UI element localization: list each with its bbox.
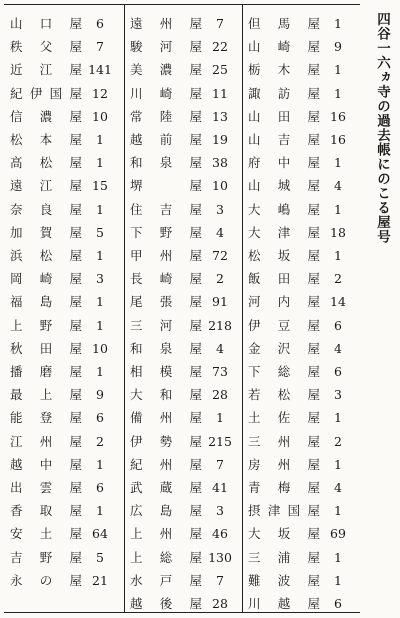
shop-name: 備 州 屋 [130,410,202,426]
table-row [130,198,240,222]
table-row [248,499,358,523]
table-row [248,314,358,338]
table-row [10,406,120,430]
table-row [130,569,240,593]
table-row [10,499,120,523]
shop-name: 若 松 屋 [248,387,320,403]
shop-name: 紀 伊 国 屋 [10,85,82,101]
shop-name: 松 坂 屋 [248,248,320,263]
shop-name: 和 泉 屋 [130,155,202,171]
record-count: 28 [212,387,228,403]
shop-name: 山 口 屋 [10,16,82,31]
shop-name: 山 城 屋 [248,178,320,194]
shop-name: 遠 州 屋 [130,16,202,31]
shop-name: 安 土 屋 [10,526,82,542]
record-count: 130 [208,549,232,565]
record-count: 6 [334,364,342,379]
table-row [10,430,120,454]
shop-name: 秩 父 屋 [10,39,82,55]
record-count: 21 [92,572,108,588]
table-row [10,151,120,175]
record-count: 3 [216,503,224,519]
table-row [10,476,120,500]
shop-name: 播 磨 屋 [10,364,82,379]
table-row [130,151,240,175]
table-row [130,383,240,407]
shop-name: 山 崎 屋 [248,39,320,55]
record-count: 9 [334,39,342,55]
shop-name: 三 河 屋 [130,317,202,333]
record-count: 4 [334,480,342,495]
table-row [248,522,358,546]
record-count: 15 [92,178,108,194]
yago-column-3 [248,5,358,612]
shop-name: 下 野 屋 [130,224,202,240]
record-count: 1 [96,294,104,310]
record-count: 41 [212,480,228,495]
table-row [10,12,120,36]
shop-name: 三 州 屋 [248,433,320,449]
shop-name: 遠 江 屋 [10,178,82,194]
record-count: 6 [96,16,104,31]
table-row [10,522,120,546]
record-count: 46 [212,526,228,542]
table-row [130,592,240,616]
record-count: 6 [96,480,104,495]
record-count: 1 [334,248,342,263]
record-count: 1 [96,248,104,263]
table-row [248,546,358,570]
table-row [10,35,120,59]
record-count: 12 [92,85,108,101]
record-count: 1 [334,201,342,217]
table-row [248,12,358,36]
shop-name: 大 津 屋 [248,224,320,240]
shop-name: 上 州 屋 [130,526,202,542]
shop-name: 信 濃 屋 [10,108,82,124]
record-count: 19 [212,132,228,147]
shop-name: 紀 州 屋 [130,456,202,472]
table-row [130,267,240,291]
shop-name: 永 の 屋 [10,572,82,588]
shop-name: 近 江 屋 [10,62,82,78]
record-count: 10 [92,340,108,356]
shop-name: 出 雲 屋 [10,480,82,495]
table-row [130,453,240,477]
table-row [130,360,240,384]
shop-name: 和 泉 屋 [130,340,202,356]
record-count: 1 [96,503,104,519]
record-count: 1 [334,85,342,101]
shop-name: 尾 張 屋 [130,294,202,310]
shop-name: 諏 訪 屋 [248,85,320,101]
record-count: 1 [96,155,104,171]
column-divider [124,5,125,612]
record-count: 215 [208,433,232,449]
record-count: 16 [330,108,346,124]
record-count: 5 [96,224,104,240]
shop-name: 浜 松 屋 [10,248,82,263]
record-count: 7 [96,39,104,55]
shop-name: 伊 勢 屋 [130,433,202,449]
shop-name: 大 和 屋 [130,387,202,403]
table-row [10,174,120,198]
table-row [130,290,240,314]
shop-name: 最 上 屋 [10,387,82,403]
record-count: 10 [92,108,108,124]
record-count: 1 [334,410,342,426]
record-count: 10 [212,178,228,194]
record-count: 64 [92,526,108,542]
table-row [10,546,120,570]
table-row [10,244,120,268]
shop-name: 江 州 屋 [10,433,82,449]
table-row [10,453,120,477]
shop-name: 飯 田 屋 [248,271,320,287]
table-row [10,314,120,338]
yago-column-2 [130,5,240,612]
record-count: 2 [334,433,342,449]
shop-name: 奈 良 屋 [10,201,82,217]
record-count: 18 [330,224,346,240]
record-count: 1 [334,16,342,31]
table-row [248,198,358,222]
table-row [10,105,120,129]
record-count: 25 [212,62,228,78]
record-count: 22 [212,39,228,55]
table-row [10,569,120,593]
shop-name: 加 賀 屋 [10,224,82,240]
record-count: 3 [334,387,342,403]
record-count: 1 [334,62,342,78]
table-row [248,290,358,314]
record-count: 9 [96,387,104,403]
record-count: 28 [212,596,228,611]
record-count: 1 [334,549,342,565]
shop-name: 広 島 屋 [130,503,202,519]
table-row [130,546,240,570]
shop-name: 松 本 屋 [10,132,82,147]
table-row [10,128,120,152]
shop-name: 青 梅 屋 [248,480,320,495]
table-row [248,128,358,152]
shop-name: 大 嶋 屋 [248,201,320,217]
shop-name: 秋 田 屋 [10,340,82,356]
shop-name: 堺 屋 [130,178,202,194]
table-row [130,499,240,523]
shop-name: 下 総 屋 [248,364,320,379]
shop-name: 但 馬 屋 [248,16,320,31]
table-row [10,383,120,407]
record-count: 4 [216,340,224,356]
record-count: 1 [334,155,342,171]
shop-name: 水 戸 屋 [130,572,202,588]
shop-name: 上 総 屋 [130,549,202,565]
shop-name: 越 後 屋 [130,596,202,611]
record-count: 6 [334,317,342,333]
record-count: 1 [334,503,342,519]
shop-name: 房 州 屋 [248,456,320,472]
table-row [248,82,358,106]
shop-name: 駿 河 屋 [130,39,202,55]
record-count: 3 [96,271,104,287]
yago-table [4,4,360,613]
shop-name: 相 模 屋 [130,364,202,379]
shop-name: 山 吉 屋 [248,132,320,147]
table-row [248,267,358,291]
shop-name: 住 吉 屋 [130,201,202,217]
yago-column-1 [10,5,120,612]
table-row [130,221,240,245]
record-count: 1 [96,364,104,379]
record-count: 14 [330,294,346,310]
table-row [130,82,240,106]
record-count: 73 [212,364,228,379]
table-row [10,221,120,245]
table-row [130,476,240,500]
shop-name: 甲 州 屋 [130,248,202,263]
shop-name: 摂 津 国 屋 [248,503,320,519]
record-count: 141 [88,62,112,78]
record-count: 4 [216,224,224,240]
table-row [130,174,240,198]
table-row [10,290,120,314]
table-row [248,35,358,59]
table-row [130,406,240,430]
table-row [248,383,358,407]
table-row [248,221,358,245]
table-row [130,12,240,36]
table-row [130,35,240,59]
record-count: 16 [330,132,346,147]
record-count: 7 [216,16,224,31]
record-count: 1 [216,410,224,426]
table-row [130,314,240,338]
shop-name: 川 越 屋 [248,596,320,611]
table-row [248,174,358,198]
record-count: 1 [96,456,104,472]
shop-name: 常 陸 屋 [130,108,202,124]
table-row [130,128,240,152]
shop-name: 難 波 屋 [248,572,320,588]
shop-name: 川 崎 屋 [130,85,202,101]
table-row [10,58,120,82]
shop-name: 美 濃 屋 [130,62,202,78]
shop-name: 府 中 屋 [248,155,320,171]
record-count: 1 [96,201,104,217]
table-row [10,198,120,222]
table-row [248,151,358,175]
record-count: 91 [212,294,228,310]
record-count: 1 [96,132,104,147]
table-row [248,569,358,593]
record-count: 7 [216,456,224,472]
shop-name: 岡 崎 屋 [10,271,82,287]
record-count: 7 [216,572,224,588]
table-row [248,105,358,129]
table-row [248,476,358,500]
record-count: 1 [96,317,104,333]
table-row [10,360,120,384]
record-count: 218 [208,317,232,333]
table-row [10,267,120,291]
page-title: 四谷一六ヵ寺の過去帳にのこる屋号 [374,12,390,244]
table-row [130,105,240,129]
record-count: 1 [334,456,342,472]
shop-name: 三 浦 屋 [248,549,320,565]
table-row [10,337,120,361]
record-count: 1 [334,572,342,588]
table-row [130,337,240,361]
record-count: 11 [212,85,228,101]
record-count: 4 [334,340,342,356]
table-row [130,58,240,82]
table-row [248,244,358,268]
shop-name: 武 蔵 屋 [130,480,202,495]
shop-name: 吉 野 屋 [10,549,82,565]
shop-name: 河 内 屋 [248,294,320,310]
record-count: 2 [216,271,224,287]
shop-name: 高 松 屋 [10,155,82,171]
table-row [248,592,358,616]
table-row [130,244,240,268]
table-row [248,430,358,454]
table-row [248,337,358,361]
shop-name: 伊 豆 屋 [248,317,320,333]
record-count: 4 [334,178,342,194]
table-row [130,430,240,454]
shop-name: 長 崎 屋 [130,271,202,287]
table-row [248,453,358,477]
table-row [10,82,120,106]
shop-name: 越 前 屋 [130,132,202,147]
shop-name: 栃 木 屋 [248,62,320,78]
shop-name: 上 野 屋 [10,317,82,333]
column-divider [242,5,243,612]
shop-name: 大 坂 屋 [248,526,320,542]
table-row [248,406,358,430]
table-row [248,360,358,384]
record-count: 38 [212,155,228,171]
table-row [130,522,240,546]
table-row [248,58,358,82]
record-count: 13 [212,108,228,124]
shop-name: 土 佐 屋 [248,410,320,426]
record-count: 2 [334,271,342,287]
shop-name: 香 取 屋 [10,503,82,519]
record-count: 72 [212,248,228,263]
record-count: 69 [330,526,346,542]
record-count: 2 [96,433,104,449]
shop-name: 福 島 屋 [10,294,82,310]
shop-name: 能 登 屋 [10,410,82,426]
shop-name: 越 中 屋 [10,456,82,472]
shop-name: 山 田 屋 [248,108,320,124]
record-count: 5 [96,549,104,565]
record-count: 3 [216,201,224,217]
record-count: 6 [96,410,104,426]
shop-name: 金 沢 屋 [248,340,320,356]
record-count: 6 [334,596,342,611]
